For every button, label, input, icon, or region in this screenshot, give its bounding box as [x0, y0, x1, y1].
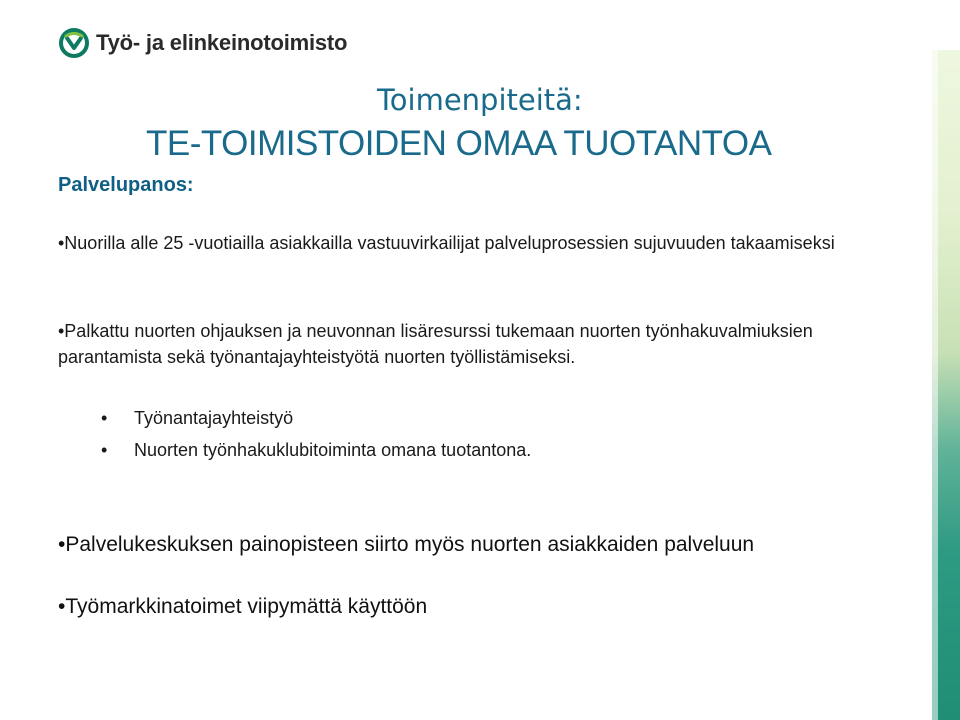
sub-bullet-1 [101, 405, 801, 431]
bullet-2: •Palkattu nuorten ohjauksen ja neuvonnan lisäresurssi tukemaan nuorten työnhakuvalmiuksien parantamista sekä työnantajayhteistyötä nuorten työllistämiseksi. [58, 321, 813, 367]
sub-bullet-marker: • [101, 408, 108, 428]
sub-bullet-marker: • [101, 440, 108, 460]
sub-bullet-2 [101, 437, 801, 463]
section-label: Palvelupanos: [58, 174, 194, 196]
te-office-logo [58, 27, 347, 59]
large-bullet-1: •Palvelukeskuksen painopisteen siirto myös nuorten asiakkaiden palveluun [58, 533, 755, 556]
page-title-line-1: Toimenpiteitä: [377, 83, 583, 117]
sub-bullet-text: Työnantajayhteistyö [134, 408, 294, 428]
logo-text: Työ- ja elinkeinotoimisto [96, 30, 348, 55]
te-logo-icon [58, 27, 90, 59]
page-title-line-2: TE-TOIMISTOIDEN OMAA TUOTANTOA [146, 124, 772, 163]
bullet-1: •Nuorilla alle 25 -vuotiailla asiakkailla vastuuvirkailijat palveluprosessien sujuvuuden takaamiseksi [58, 233, 835, 253]
decorative-side-band [932, 50, 960, 720]
sub-bullet-text: Nuorten työnhakuklubitoiminta omana tuotantona. [134, 440, 532, 460]
large-bullet-2: •Työmarkkinatoimet viipymättä käyttöön [58, 595, 428, 618]
